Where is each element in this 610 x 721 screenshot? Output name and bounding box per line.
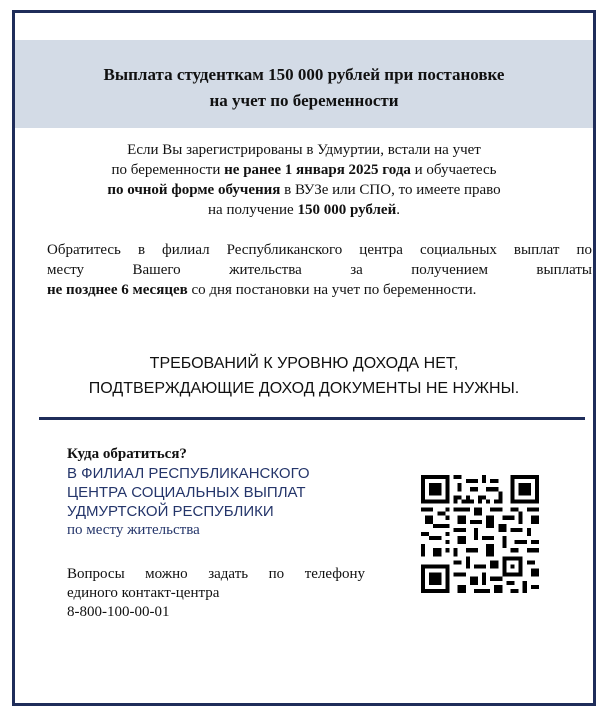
intro-text: на получение — [208, 202, 298, 218]
intro-line-4 — [15, 200, 593, 220]
intro-amount-bold: 150 000 рублей — [297, 202, 397, 218]
org-line-4: по месту жительства — [67, 522, 200, 538]
document-frame — [12, 10, 596, 706]
phone-section — [67, 565, 365, 622]
intro-date-bold: не ранее 1 января 2025 года — [224, 162, 411, 178]
org-line-2: ЦЕНТРА СОЦИАЛЬНЫХ ВЫПЛАТ — [67, 484, 306, 501]
visit-paragraph — [47, 240, 592, 300]
visit-text: со дня постановки на учет по беременности. — [187, 282, 477, 298]
visit-line-1: Обратитесь в филиал Республиканского центра социальных выплат по — [47, 242, 592, 258]
title-line-2: на учет по беременности — [209, 91, 399, 110]
intro-text: в ВУЗе или СПО, то имеете право — [280, 182, 501, 198]
qr-code-icon[interactable] — [419, 475, 541, 593]
visit-line-3 — [47, 280, 592, 300]
visit-deadline-bold: не позднее 6 месяцев — [47, 282, 188, 298]
section-divider — [39, 417, 585, 420]
contact-section — [67, 445, 397, 540]
intro-text: . — [396, 202, 400, 218]
intro-study-bold: по очной форме обучения — [107, 182, 281, 198]
intro-text: и обучаетесь — [410, 162, 497, 178]
intro-paragraph — [15, 140, 593, 220]
header-banner — [15, 40, 593, 128]
phone-line-1: Вопросы можно задать по телефону — [67, 566, 365, 582]
title-line-1: Выплата студенткам 150 000 рублей при постановке — [103, 65, 505, 84]
intro-line-2 — [15, 160, 593, 180]
page-title — [15, 62, 593, 114]
contact-question: Куда обратиться? — [67, 446, 187, 462]
intro-line-1: Если Вы зарегистрированы в Удмуртии, встали на учет — [127, 142, 481, 158]
org-line-1: В ФИЛИАЛ РЕСПУБЛИКАНСКОГО — [67, 465, 310, 482]
requirements-line-2: ПОДТВЕРЖДАЮЩИЕ ДОХОД ДОКУМЕНТЫ НЕ НУЖНЫ. — [88, 380, 520, 397]
visit-line-2: месту Вашего жительства за получением выплаты — [47, 262, 592, 278]
phone-line-2: единого контакт-центра — [67, 585, 220, 601]
intro-text: по беременности — [111, 162, 225, 178]
org-line-3: УДМУРТСКОЙ РЕСПУБЛИКИ — [67, 503, 274, 520]
intro-line-3 — [15, 180, 593, 200]
requirements-notice — [15, 351, 593, 401]
phone-number[interactable]: 8-800-100-00-01 — [67, 604, 170, 620]
requirements-line-1: ТРЕБОВАНИЙ К УРОВНЮ ДОХОДА НЕТ, — [149, 355, 459, 372]
